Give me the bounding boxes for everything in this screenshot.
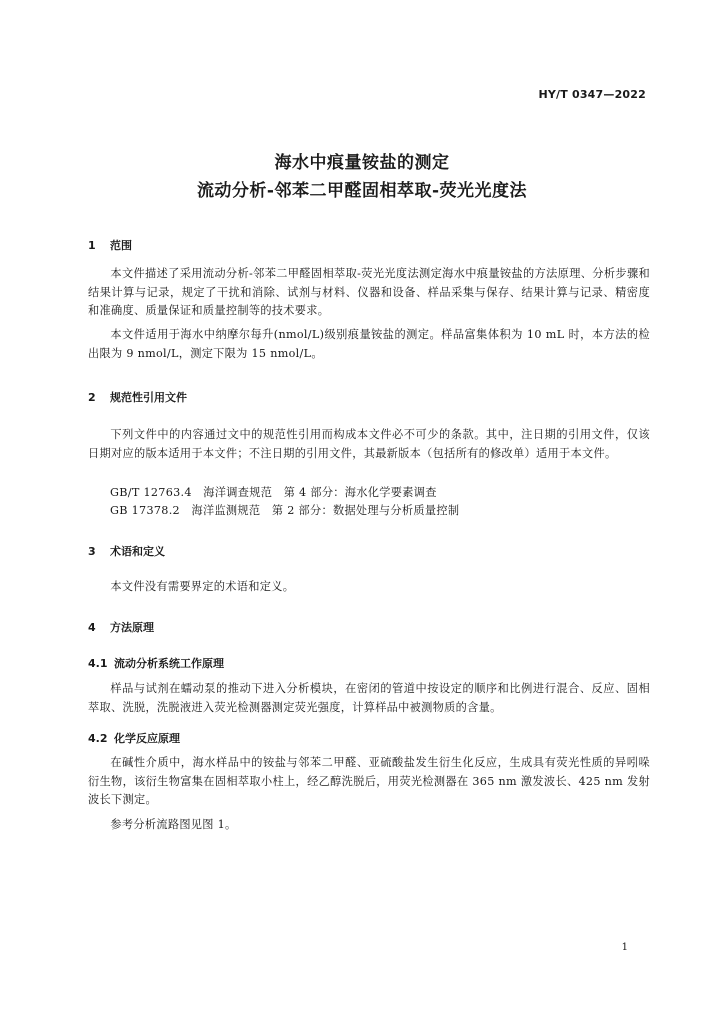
subsection-number: 4.1 <box>88 657 108 670</box>
section-number: 2 <box>88 391 96 404</box>
standard-code: HY/T 0347—2022 <box>538 88 646 101</box>
section-4-2-heading <box>88 730 180 746</box>
section-number: 3 <box>88 545 96 558</box>
section-1-paragraph-2: 本文件适用于海水中纳摩尔每升(nmol/L)级别痕量铵盐的测定。样品富集体积为 10 mL 时，本方法的检出限为 9 nmol/L，测定下限为 15 nmol/L。 <box>88 328 650 360</box>
section-4-heading <box>88 619 154 635</box>
section-1-heading <box>88 237 132 253</box>
document-title-line2: 流动分析-邻苯二甲醛固相萃取-荧光光度法 <box>196 181 528 201</box>
section-4-1-paragraph-1: 样品与试剂在蠕动泵的推动下进入分析模块，在密闭的管道中按设定的顺序和比例进行混合、反应、固相萃取、洗脱，洗脱液进入荧光检测器测定荧光强度，计算样品中被测物质的含量。 <box>88 682 650 714</box>
section-3-paragraph-1: 本文件没有需要界定的术语和定义。 <box>110 580 295 593</box>
reference-gb-17378-2: GB 17378.2 海洋监测规范 第 2 部分：数据处理与分析质量控制 <box>110 504 460 517</box>
subsection-title: 化学反应原理 <box>114 732 180 745</box>
section-title: 方法原理 <box>110 621 154 634</box>
section-1-paragraph-1: 本文件描述了采用流动分析-邻苯二甲醛固相萃取-荧光光度法测定海水中痕量铵盐的方法原理、分析步骤和结果计算与记录，规定了干扰和消除、试剂与材料、仪器和设备、样品采集与保存、结果计算与记录、精密度和准确度、质量保证和质量控制等的技术要求。 <box>88 267 650 318</box>
section-title: 规范性引用文件 <box>110 391 187 404</box>
section-4-2-paragraph-1: 在碱性介质中，海水样品中的铵盐与邻苯二甲醛、亚硫酸盐发生衍生化反应，生成具有荧光性质的异吲哚衍生物，该衍生物富集在固相萃取小柱上，经乙醇洗脱后，用荧光检测器在 365 nm 激发波长、425 nm 发射波长下测定。 <box>88 756 650 807</box>
section-title: 术语和定义 <box>110 545 165 558</box>
section-title: 范围 <box>110 239 132 252</box>
subsection-title: 流动分析系统工作原理 <box>114 657 224 670</box>
section-2-heading <box>88 389 187 405</box>
section-number: 1 <box>88 239 96 252</box>
subsection-number: 4.2 <box>88 732 108 745</box>
reference-gb-t-12763-4: GB/T 12763.4 海洋调查规范 第 4 部分：海水化学要素调查 <box>110 486 437 499</box>
section-3-heading <box>88 543 165 559</box>
section-4-1-heading <box>88 655 224 671</box>
section-4-2-paragraph-2: 参考分析流路图见图 1。 <box>110 818 237 831</box>
page-number: 1 <box>621 942 628 953</box>
section-2-paragraph-1: 下列文件中的内容通过文中的规范性引用而构成本文件必不可少的条款。其中，注日期的引用文件，仅该日期对应的版本适用于本文件；不注日期的引用文件，其最新版本（包括所有的修改单）适用于本文件。 <box>88 428 650 460</box>
document-title-line1: 海水中痕量铵盐的测定 <box>274 153 450 173</box>
section-number: 4 <box>88 621 96 634</box>
